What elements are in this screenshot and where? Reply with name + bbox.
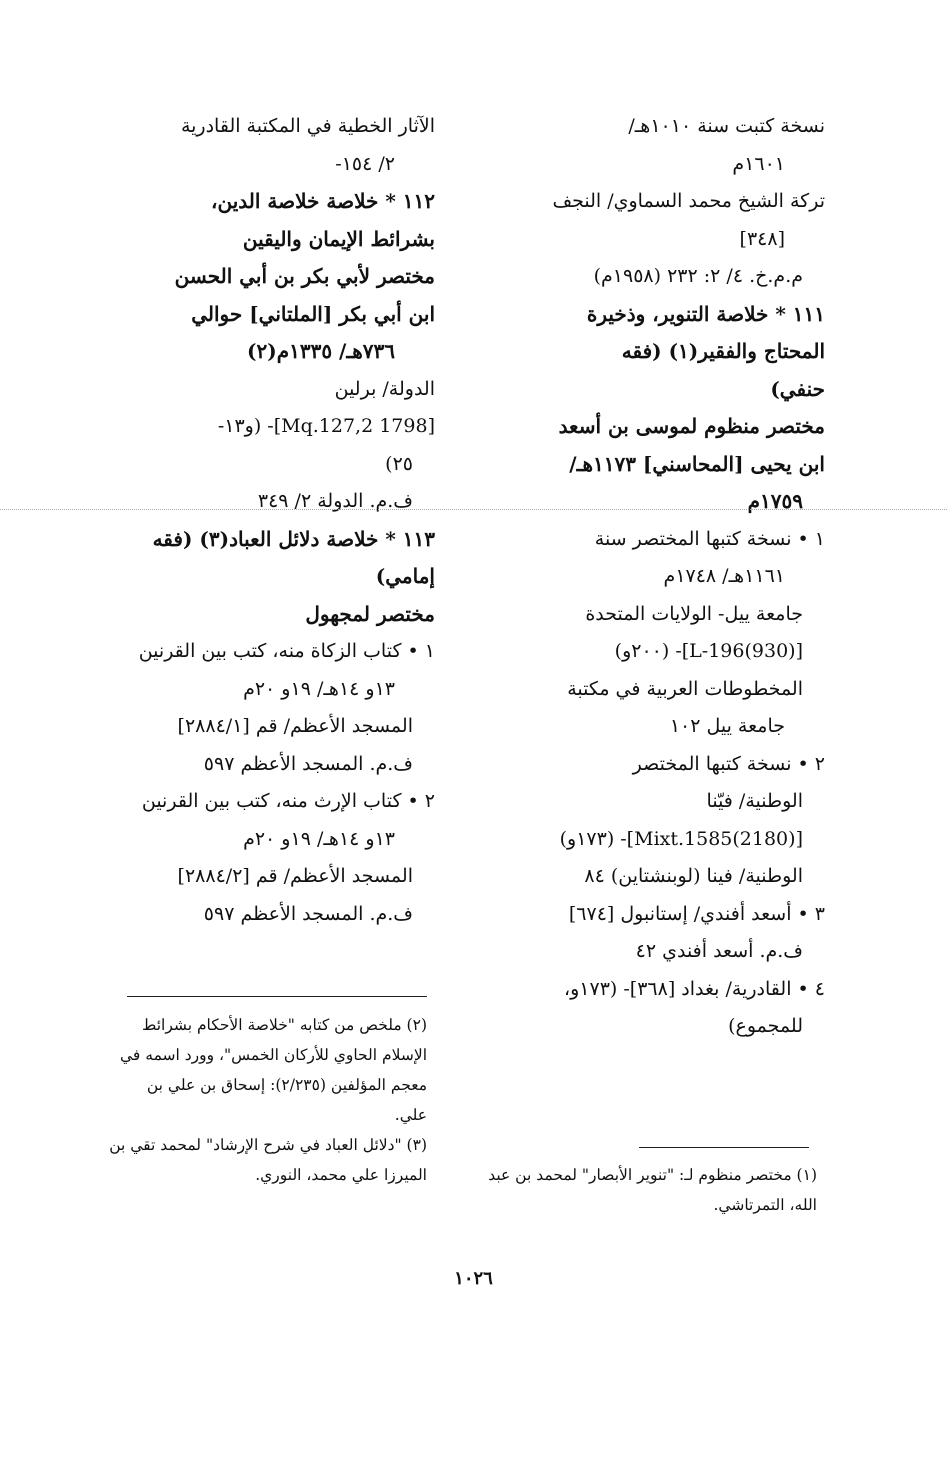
text-line: الوطنية/ فينا (لوبنشتاين) ٨٤ [584,865,803,887]
text-line: الوطنية/ فيّنا [706,790,803,812]
text-line: جامعة ييل ١٠٢ [669,715,785,737]
list-item: ٤ • القادرية/ بغداد [٣٦٨]- (١٧٣و، [563,977,825,1000]
footnotes-right [487,1160,817,1220]
text-line: ف.م. أسعد أفندي ٤٢ [635,940,803,962]
text-line: [L-196(930)]- (٢٠٠و) [614,640,803,662]
footnote-line: (١) مختصر منظوم لـ: "تنوير الأبصار" لمحمد بن عبد [488,1166,817,1184]
text-line: [Mq.127,2 1798]- (و١٣- [217,415,435,437]
text-line: [Mixt.1585(2180)]- (١٧٣و) [559,827,803,850]
entry-author: ابن أبي بكر [الملتاني] حوالي [191,301,435,326]
entry-heading: ١١٣ * خلاصة دلائل العباد(٣) (فقه [152,526,435,551]
text-line: م.م.خ. ٤/ ٢: ٢٣٢ (١٩٥٨م) [593,265,803,287]
text-line: ١١٦١هـ/ ١٧٤٨م [663,565,785,587]
footnote-line: الإسلام الحاوي للأركان الخمس"، وورد اسمه في [120,1046,427,1064]
entry-heading: حنفي) [770,376,825,401]
entry-heading: ١١٢ * خلاصة خلاصة الدين، [211,189,435,213]
footnote-line: الله، التمرتاشي. [713,1196,817,1214]
text-line: الآثار الخطية في المكتبة القادرية [180,115,435,137]
footnote-divider [639,1147,809,1148]
text-line: تركة الشيخ محمد السماوي/ النجف [552,190,825,212]
footnote-line: (٢) ملخص من كتابه "خلاصة الأحكام بشرائط [142,1016,427,1034]
text-line: المخطوطات العربية في مكتبة [567,677,803,700]
entry-heading: إمامي) [375,564,435,588]
page-number: ١٠٢٦ [454,1268,493,1289]
text-line: ف.م. المسجد الأعظم ٥٩٧ [203,902,413,925]
text-line: ١٣و ١٤هـ/ ١٩و ٢٠م [243,677,395,700]
footnotes-left [97,1010,427,1190]
text-line: ف.م. المسجد الأعظم ٥٩٧ [203,752,413,775]
text-line: جامعة ييل- الولايات المتحدة [585,602,803,625]
text-line: للمجموع) [728,1015,803,1037]
list-item: ١ • كتاب الزكاة منه، كتب بين القرنين [138,640,435,662]
text-line: [٣٤٨] [739,227,785,250]
text-line: ٢٥) [385,452,413,475]
footnote-line: علي. [394,1106,427,1124]
entry-author: مختصر لمجهول [305,601,435,626]
list-item: ١ • نسخة كتبها المختصر سنة [594,527,825,550]
text-line: نسخة كتبت سنة ١٠١٠هـ/ [628,115,825,137]
entry-author: مختصر منظوم لموسى بن أسعد [558,414,825,438]
text-line: ١٦٠١م [732,152,785,175]
footnote-line: معجم المؤلفين (٢/٢٣٥): إسحاق بن علي بن [146,1076,427,1094]
left-column [105,108,435,933]
entry-author: ١٧٥٩م [747,489,803,513]
footnote-divider [127,996,427,997]
entry-heading: المحتاج والفقير(١) (فقه [621,339,825,363]
entry-heading: ١١١ * خلاصة التنوير، وذخيرة [586,301,825,326]
entry-author: ابن يحيى [المحاسني] ١١٧٣هـ/ [569,451,825,476]
text-line: ١٣و ١٤هـ/ ١٩و ٢٠م [243,827,395,850]
text-line: الدولة/ برلين [334,377,435,400]
list-item: ٢ • كتاب الإرث منه، كتب بين القرنين [141,790,435,812]
text-line: المسجد الأعظم/ قم [٢٨٨٤/١] [177,715,413,737]
list-item: ٣ • أسعد أفندي/ إستانبول [٦٧٤] [568,902,825,925]
entry-heading: بشرائط الإيمان واليقين [242,226,435,251]
entry-author: مختصر لأبي بكر بن أبي الحسن [174,264,435,288]
footnote-line: الميرزا علي محمد، النوري. [255,1166,427,1184]
text-line: ٢/ ١٥٤- [335,152,395,175]
list-item: ٢ • نسخة كتبها المختصر [632,752,825,775]
scan-fold-line [0,509,947,510]
text-line: المسجد الأعظم/ قم [٢٨٨٤/٢] [177,865,413,887]
entry-author: ٧٣٦هـ/ ١٣٣٥م(٢) [247,339,395,363]
text-line: ف.م. الدولة ٢/ ٣٤٩ [257,490,413,512]
right-column [495,108,825,1046]
footnote-line: (٣) "دلائل العباد في شرح الإرشاد" لمحمد تقي بن [109,1136,427,1154]
